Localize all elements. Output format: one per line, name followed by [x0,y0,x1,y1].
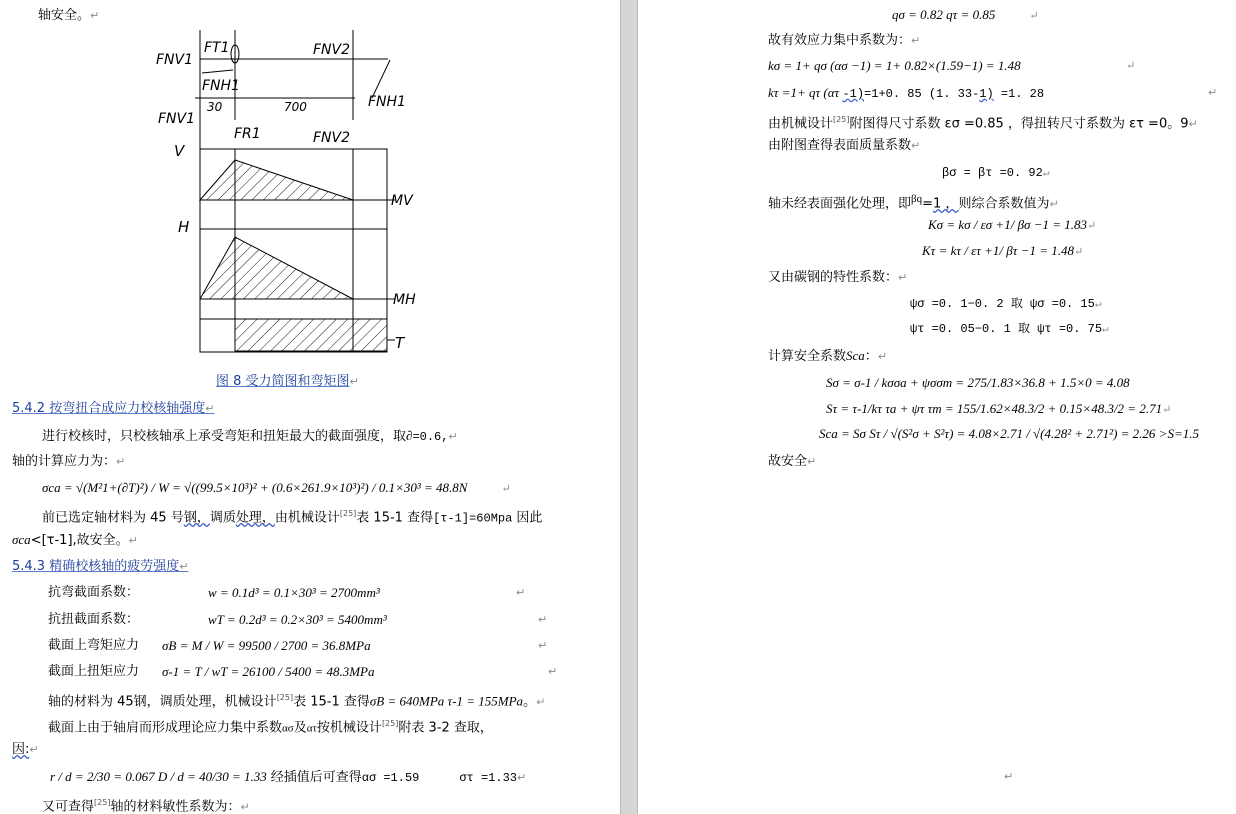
figure-caption: 图 8 受力简图和弯矩图↵ [216,374,359,389]
label-ft1: FT1 [204,40,230,56]
dim-30: 30 [207,100,223,114]
force-diagram [150,30,590,385]
para-conclusion: 故安全↵ [768,454,817,469]
row-bending-stress: 截面上弯矩应力 σB = M / W = 99500 / 2700 = 36.8MPa ↵ [48,638,548,653]
formula-S-sigma: Sσ = σ-1 / kσσa + ψσσm = 275/1.83×36.8 + 1.5×0 = 4.08 [826,375,1130,390]
formula-psi-sigma: ψσ =0. 1−0. 2 取 ψσ =0. 15↵ [910,297,1102,311]
label-fnv1-lower: FNV1 [158,111,196,127]
formula-k-tau: kτ =1+ qτ (ατ -1)=1+0. 85 (1. 33-1) =1. 28 ↵ [768,85,1218,101]
row-torsion-stress: 截面上扭矩应力 σ-1 = T / wT = 26100 / 5400 = 48.3MPa ↵ [48,664,558,679]
para-carbon-steel: 又由碳钢的特性系数：↵ [768,270,908,285]
row-bending-modulus: 抗弯截面系数： w = 0.1d³ = 0.1×30³ = 2700mm³ ↵ [48,585,526,600]
label-fr1: FR1 [234,126,261,142]
page-gap [620,0,638,814]
row-torsion-modulus: 抗扭截面系数： wT = 0.2d³ = 0.2×30³ = 5400mm³ ↵ [48,612,548,627]
para-axis-safe: 轴安全。↵ [38,8,100,23]
formula-K-sigma: Kσ = kσ / εσ +1/ βσ −1 = 1.83↵ [928,217,1097,232]
label-fnh1: FNH1 [202,78,240,94]
para-surface-coef: 由附图查得表面质量系数↵ [768,138,921,153]
label-v: V [174,142,185,160]
section-heading-5-4-3: 5.4.3 精确校核轴的疲劳强度↵ [12,559,189,574]
para-safe-1: σca<[τ-1],故安全。↵ [12,532,138,548]
label-fnv2-lower: FNV2 [313,130,351,146]
label-t: T [395,334,405,352]
para-calc-stress: 轴的计算应力为：↵ [12,454,126,469]
label-h: H [178,218,190,236]
para-material: 前已选定轴材料为 45 号钢，调质处理，由机械设计[25]表 15-1 查得[τ-1]=60Mpa 因此 [42,509,543,526]
formula-q-values: qσ = 0.82 qτ = 0.85 ↵ [892,7,1039,22]
para-material-props: 轴的材料为 45钢，调质处理，机械设计[25]表 15-1 查得σB = 640MPa τ-1 = 155MPa。↵ [48,693,546,710]
dim-700: 700 [284,100,307,114]
label-fnv1: FNV1 [156,52,194,68]
formula-S-ca: Sca = Sσ Sτ / √(S²σ + S²τ) = 4.08×2.71 / √(4.28² + 2.71²) = 2.26 >S=1.5 [819,426,1199,441]
label-mv: MV [391,193,413,209]
page-right [638,0,1236,814]
para-interpolation: r / d = 2/30 = 0.067 D / d = 40/30 = 1.33 经插值后可查得ασ =1.59 στ =1.33↵ [50,769,527,785]
para-sensitivity: 又可查得[25]轴的材料敏性系数为：↵ [42,798,250,814]
formula-k-sigma: kσ = 1+ qσ (ασ −1) = 1+ 0.82×(1.59−1) = 1.48 ↵ [768,58,1136,73]
para-effective-coef: 故有效应力集中系数为：↵ [768,33,921,48]
para-because: 因:↵ [12,742,39,757]
label-mh: MH [393,292,416,308]
paragraph-mark: ↵ [1004,770,1014,783]
para-safety-factor: 计算安全系数Sca：↵ [768,348,888,364]
para-stress-concentration: 截面上由于轴肩而形成理论应力集中系数ασ及ατ按机械设计[25]附表 3-2 查取， [48,719,493,736]
formula-sigma-ca: σca = √(M²1+(∂T)²) / W = √((99.5×10³)² + (0.6×261.9×10³)²) / 0.1×30³ = 48.8N ↵ [42,480,511,495]
formula-K-tau: Kτ = kτ / ετ +1/ βτ −1 = 1.48↵ [922,243,1084,258]
para-check-stress: 进行校核时，只校核轴承上承受弯矩和扭矩最大的截面强度，取∂=0.6,↵ [42,428,458,444]
formula-S-tau: Sτ = τ-1/kτ τa + ψτ τm = 155/1.62×48.3/2 + 0.15×48.3/2 = 2.71↵ [826,401,1172,416]
label-fnh1-right: FNH1 [368,94,406,110]
formula-beta: βσ = βτ =0. 92↵ [942,166,1050,180]
para-size-coef: 由机械设计[25]附图得尺寸系数 εσ =0.85 ，得扭转尺寸系数为 ετ =0。9↵ [768,115,1198,132]
section-heading-5-4-2: 5.4.2 按弯扭合成应力校核轴强度↵ [12,401,215,416]
label-fnv2: FNV2 [313,42,351,58]
formula-psi-tau: ψτ =0. 05−0. 1 取 ψτ =0. 75↵ [910,322,1109,336]
para-no-strengthen: 轴未经表面强化处理，即$^{\beta q}$=1 ，则综合系数值为↵ [768,193,1059,212]
